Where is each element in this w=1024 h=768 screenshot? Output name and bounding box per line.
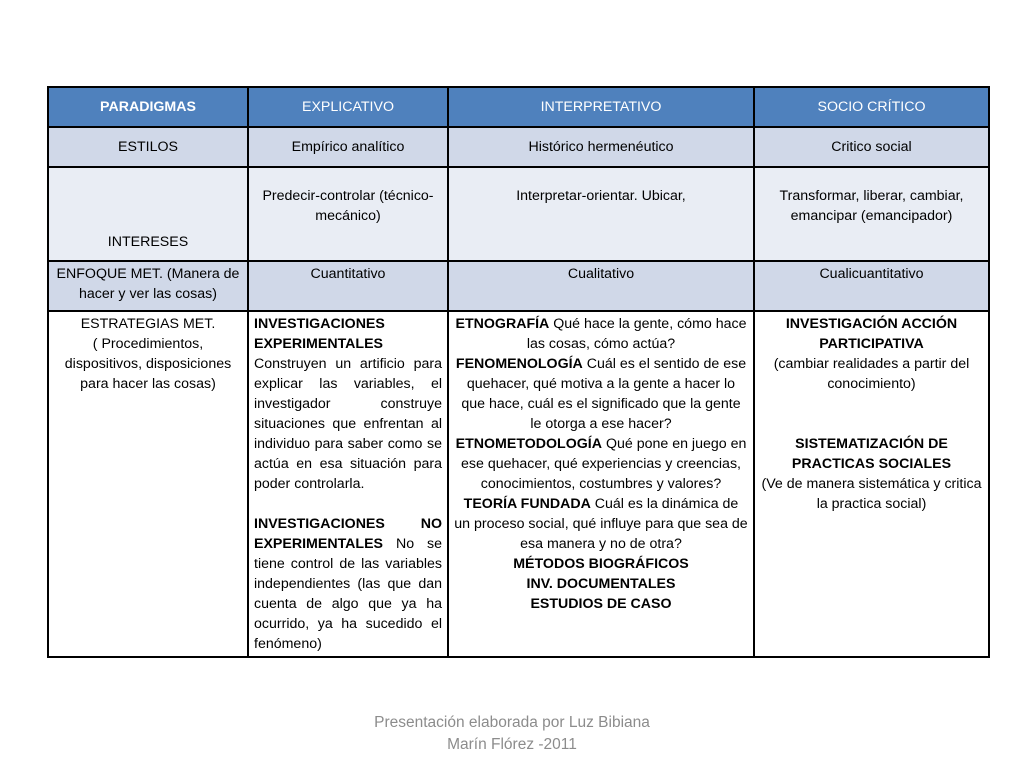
estrategias-interpretativo	[448, 311, 754, 657]
enfoque-label: ENFOQUE MET. (Manera de hacer y ver las cosas)	[48, 261, 248, 311]
sistematizacion-title: SISTEMATIZACIÓN DE PRACTICAS SOCIALES	[791, 436, 952, 472]
estrategias-label-detail: ( Procedimientos, dispositivos, disposiciones para hacer las cosas)	[64, 336, 232, 392]
intereses-explicativo: Predecir-controlar (técnico-mecánico)	[248, 167, 448, 261]
iap-text: (cambiar realidades a partir del conocimiento)	[773, 356, 970, 392]
etnografia-title: ETNOGRAFÍA	[455, 316, 550, 332]
estrategias-explicativo	[248, 311, 448, 657]
row-intereses	[48, 167, 989, 261]
header-row	[48, 87, 989, 127]
estilos-label: ESTILOS	[48, 127, 248, 167]
etnometodologia-text: Qué pone en juego en ese quehacer, qué experiencias y creencias, conocimientos, costumbres y valores?	[461, 436, 747, 492]
paradigms-table	[47, 86, 990, 658]
etnografia-text: Qué hace la gente, cómo hace las cosas, cómo actúa?	[526, 316, 747, 352]
enfoque-explicativo: Cuantitativo	[248, 261, 448, 311]
sistematizacion-text: (Ve de manera sistemática y critica la practica social)	[761, 476, 982, 512]
credit-line-2: Marín Flórez -2011	[447, 736, 577, 753]
inv-documentales: INV. DOCUMENTALES	[526, 576, 676, 592]
fenomenologia-title: FENOMENOLOGÍA	[455, 356, 583, 372]
enfoque-socio-critico: Cualicuantitativo	[754, 261, 989, 311]
iap-title: INVESTIGACIÓN ACCIÓN PARTICIPATIVA	[785, 316, 958, 352]
fenomenologia-text: Cuál es el sentido de ese quehacer, qué motiva a la gente a hacer lo que hace, cuál es el significado que la gente le otorga a ese hacer?	[461, 356, 747, 432]
estrategias-label-title: ESTRATEGIAS MET.	[80, 316, 216, 332]
header-paradigmas: PARADIGMAS	[48, 87, 248, 127]
no-experimentales-block	[254, 514, 442, 654]
header-socio-critico: SOCIO CRÍTICO	[754, 87, 989, 127]
enfoque-interpretativo: Cualitativo	[448, 261, 754, 311]
experimentales-text: Construyen un artificio para explicar las variables, el investigador construye situaciones que enfrentan al individuo para saber como se actúa en esa situación para poder controlarla.	[254, 356, 442, 492]
row-estilos	[48, 127, 989, 167]
no-experimentales-title: INVESTIGACIONES NO EXPERIMENTALES	[254, 516, 442, 552]
intereses-label: INTERESES	[48, 167, 248, 261]
presentation-credit	[330, 712, 694, 756]
estilos-explicativo: Empírico analítico	[248, 127, 448, 167]
teoria-fundada-title: TEORÍA FUNDADA	[463, 496, 591, 512]
intereses-socio-critico: Transformar, liberar, cambiar, emancipar (emancipador)	[754, 167, 989, 261]
estudios-de-caso: ESTUDIOS DE CASO	[530, 596, 672, 612]
experimentales-title: INVESTIGACIONES EXPERIMENTALES	[254, 316, 385, 352]
header-explicativo: EXPLICATIVO	[248, 87, 448, 127]
no-experimentales-text: No se tiene control de las variables independientes (las que dan cuenta de algo que ya ha ocurrido, ya ha sucedido el fenómeno)	[254, 536, 442, 652]
estrategias-label	[48, 311, 248, 657]
estrategias-socio-critico	[754, 311, 989, 657]
intereses-interpretativo: Interpretar-orientar. Ubicar,	[448, 167, 754, 261]
estilos-socio-critico: Critico social	[754, 127, 989, 167]
header-interpretativo: INTERPRETATIVO	[448, 87, 754, 127]
etnometodologia-title: ETNOMETODOLOGÍA	[455, 436, 602, 452]
credit-line-1: Presentación elaborada por Luz Bibiana	[374, 714, 650, 731]
metodos-biograficos: MÉTODOS BIOGRÁFICOS	[513, 556, 689, 572]
estilos-interpretativo: Histórico hermenéutico	[448, 127, 754, 167]
row-estrategias	[48, 311, 989, 657]
teoria-fundada-text: Cuál es la dinámica de un proceso social, qué influye para que sea de esa manera y no de otra?	[454, 496, 748, 552]
row-enfoque	[48, 261, 989, 311]
